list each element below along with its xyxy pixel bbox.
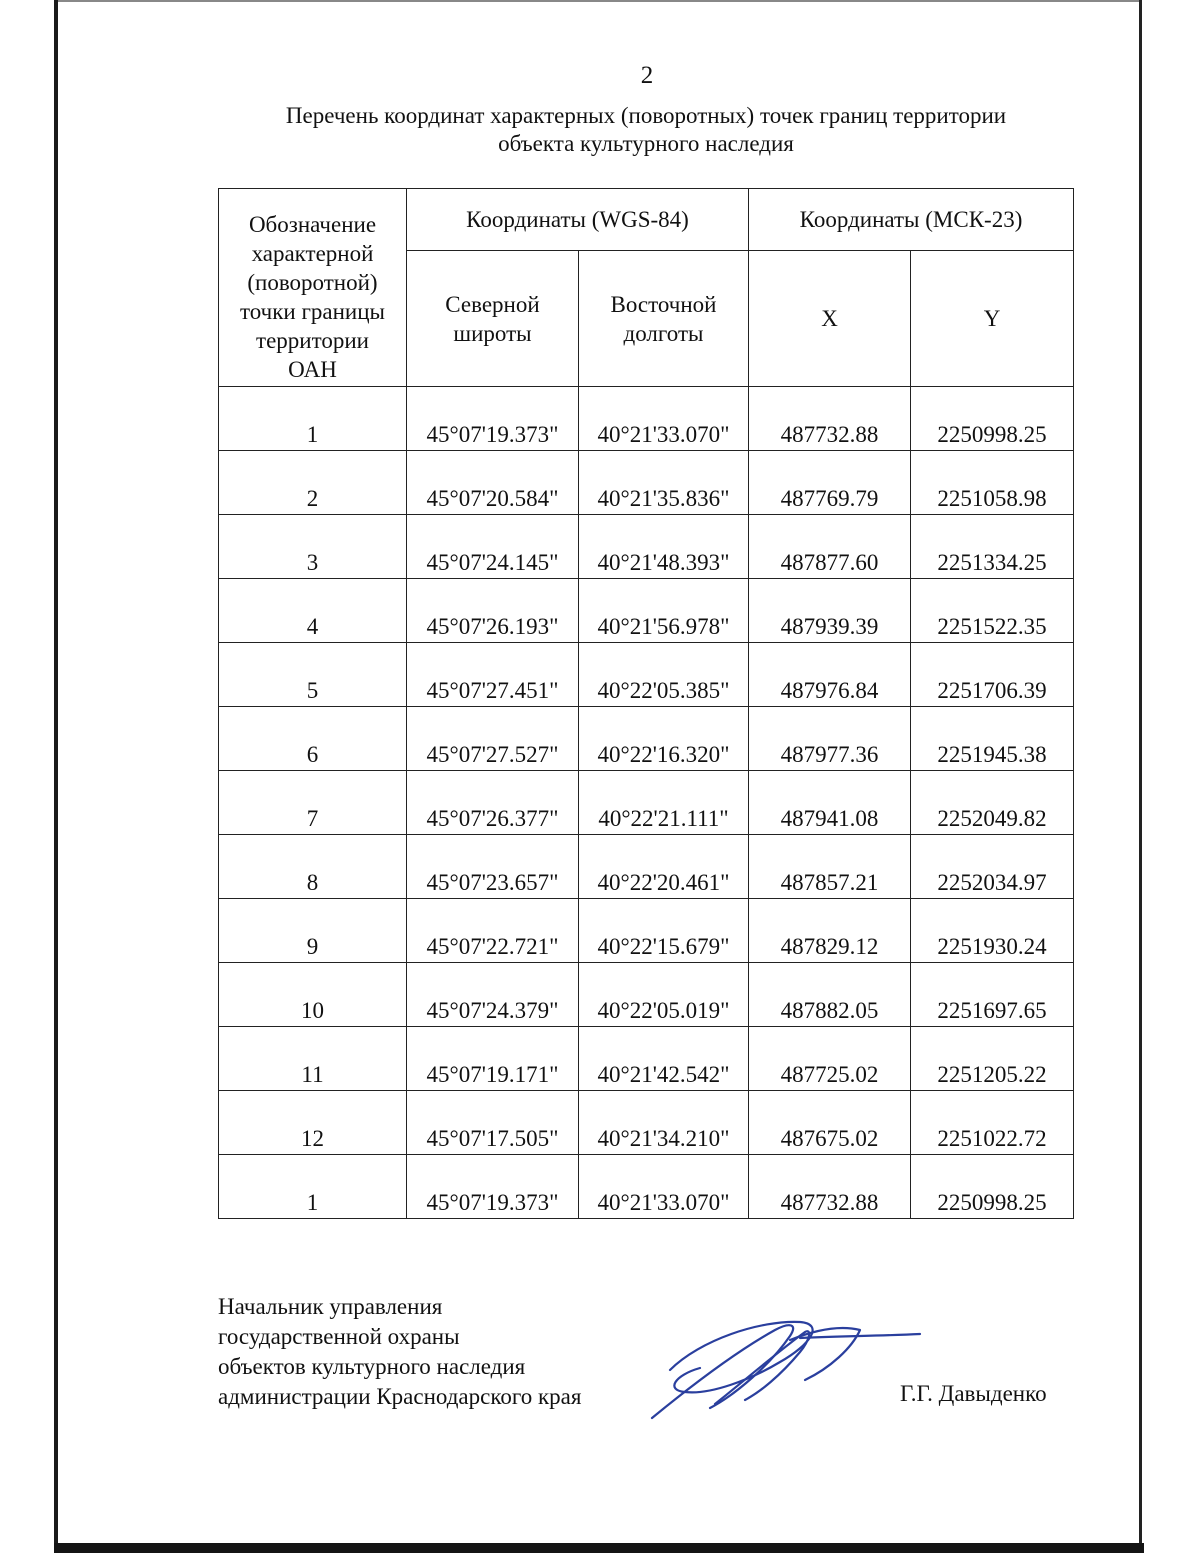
cell-x: 487732.88 <box>749 387 911 451</box>
cell-east: 40°21'48.393" <box>579 515 749 579</box>
cell-x: 487732.88 <box>749 1155 911 1219</box>
cell-y: 2250998.25 <box>911 387 1074 451</box>
signatory-position <box>218 1292 581 1412</box>
table-row <box>219 1027 1074 1091</box>
cell-north: 45°07'19.171" <box>407 1027 579 1091</box>
scan-edge-bottom <box>54 1543 1144 1553</box>
cell-east: 40°21'42.542" <box>579 1027 749 1091</box>
table-row <box>219 1091 1074 1155</box>
cell-x: 487877.60 <box>749 515 911 579</box>
cell-north: 45°07'22.721" <box>407 899 579 963</box>
scan-edge-right <box>1139 0 1142 1553</box>
scan-edge-left <box>54 0 58 1553</box>
cell-point: 5 <box>219 643 407 707</box>
cell-x: 487857.21 <box>749 835 911 899</box>
cell-east: 40°22'20.461" <box>579 835 749 899</box>
scan-edge-top <box>58 0 1140 2</box>
header-point-line: Обозначение <box>248 211 377 237</box>
table-row <box>219 579 1074 643</box>
handwritten-signature-icon <box>640 1300 930 1430</box>
header-east-longitude <box>579 251 749 387</box>
cell-point: 12 <box>219 1091 407 1155</box>
header-point-line: территории <box>256 327 369 353</box>
cell-x: 487976.84 <box>749 643 911 707</box>
cell-point: 8 <box>219 835 407 899</box>
table-row <box>219 771 1074 835</box>
header-east-line: долготы <box>623 320 704 346</box>
cell-x: 487675.02 <box>749 1091 911 1155</box>
cell-point: 3 <box>219 515 407 579</box>
document-title-line-1: Перечень координат характерных (поворотных) точек границ территории <box>285 103 1007 128</box>
document-title-line-2: объекта культурного наследия <box>498 131 794 156</box>
cell-x: 487882.05 <box>749 963 911 1027</box>
cell-north: 45°07'24.145" <box>407 515 579 579</box>
cell-east: 40°21'33.070" <box>579 387 749 451</box>
header-north-latitude <box>407 251 579 387</box>
header-point-designation <box>219 189 407 387</box>
cell-x: 487941.08 <box>749 771 911 835</box>
header-point-line: ОАН <box>288 356 337 382</box>
cell-y: 2251706.39 <box>911 643 1074 707</box>
cell-north: 45°07'19.373" <box>407 1155 579 1219</box>
header-point-line: точки границы <box>240 298 385 324</box>
cell-point: 6 <box>219 707 407 771</box>
signatory-position-line: администрации Краснодарского края <box>218 1384 582 1409</box>
cell-point: 7 <box>219 771 407 835</box>
header-group-msk23: Координаты (МСК-23) <box>749 189 1074 251</box>
cell-east: 40°22'05.019" <box>579 963 749 1027</box>
cell-x: 487829.12 <box>749 899 911 963</box>
header-point-line: (поворотной) <box>247 269 378 295</box>
cell-y: 2250998.25 <box>911 1155 1074 1219</box>
header-east-line: Восточной <box>610 291 717 317</box>
table-row <box>219 1155 1074 1219</box>
table-row <box>219 899 1074 963</box>
signer-name: Г.Г. Давыденко <box>900 1381 1047 1406</box>
cell-x: 487939.39 <box>749 579 911 643</box>
table-row <box>219 387 1074 451</box>
header-north-line: широты <box>453 320 532 346</box>
cell-north: 45°07'26.193" <box>407 579 579 643</box>
cell-y: 2252049.82 <box>911 771 1074 835</box>
table-row <box>219 963 1074 1027</box>
cell-east: 40°22'16.320" <box>579 707 749 771</box>
cell-north: 45°07'26.377" <box>407 771 579 835</box>
cell-y: 2251205.22 <box>911 1027 1074 1091</box>
cell-y: 2251697.65 <box>911 963 1074 1027</box>
header-north-line: Северной <box>445 291 540 317</box>
cell-east: 40°22'05.385" <box>579 643 749 707</box>
table-row <box>219 835 1074 899</box>
cell-point: 1 <box>219 387 407 451</box>
cell-point: 1 <box>219 1155 407 1219</box>
cell-east: 40°21'56.978" <box>579 579 749 643</box>
signatory-position-line: государственной охраны <box>218 1324 460 1349</box>
table-row <box>219 451 1074 515</box>
cell-north: 45°07'17.505" <box>407 1091 579 1155</box>
cell-east: 40°22'21.111" <box>579 771 749 835</box>
signatory-position-line: Начальник управления <box>218 1294 443 1319</box>
cell-north: 45°07'27.527" <box>407 707 579 771</box>
table-header-row-groups <box>219 189 1074 251</box>
cell-north: 45°07'19.373" <box>407 387 579 451</box>
header-point-line: характерной <box>251 240 374 266</box>
cell-east: 40°21'34.210" <box>579 1091 749 1155</box>
cell-north: 45°07'20.584" <box>407 451 579 515</box>
header-x: X <box>749 251 911 387</box>
cell-y: 2251058.98 <box>911 451 1074 515</box>
cell-y: 2252034.97 <box>911 835 1074 899</box>
cell-x: 487977.36 <box>749 707 911 771</box>
table-row <box>219 707 1074 771</box>
cell-y: 2251334.25 <box>911 515 1074 579</box>
cell-y: 2251945.38 <box>911 707 1074 771</box>
signatory-position-line: объектов культурного наследия <box>218 1354 526 1379</box>
coordinates-table <box>218 188 1074 1219</box>
cell-point: 9 <box>219 899 407 963</box>
header-group-wgs84: Координаты (WGS-84) <box>407 189 749 251</box>
cell-north: 45°07'27.451" <box>407 643 579 707</box>
cell-x: 487725.02 <box>749 1027 911 1091</box>
cell-point: 10 <box>219 963 407 1027</box>
page-number: 2 <box>640 62 654 89</box>
cell-x: 487769.79 <box>749 451 911 515</box>
cell-east: 40°21'35.836" <box>579 451 749 515</box>
table-row <box>219 643 1074 707</box>
cell-y: 2251522.35 <box>911 579 1074 643</box>
cell-north: 45°07'23.657" <box>407 835 579 899</box>
cell-y: 2251022.72 <box>911 1091 1074 1155</box>
cell-point: 11 <box>219 1027 407 1091</box>
header-y: Y <box>911 251 1074 387</box>
cell-point: 2 <box>219 451 407 515</box>
cell-y: 2251930.24 <box>911 899 1074 963</box>
cell-east: 40°22'15.679" <box>579 899 749 963</box>
table-row <box>219 515 1074 579</box>
document-title <box>210 102 1082 158</box>
cell-north: 45°07'24.379" <box>407 963 579 1027</box>
cell-east: 40°21'33.070" <box>579 1155 749 1219</box>
cell-point: 4 <box>219 579 407 643</box>
